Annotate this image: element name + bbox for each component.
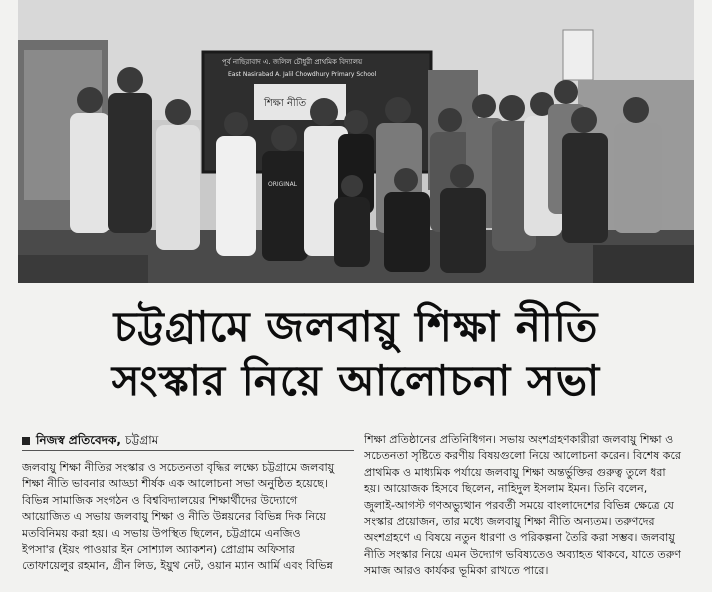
byline-location: চট্টগ্রাম [125, 433, 159, 447]
article-body-left-column [22, 460, 354, 575]
school-banner-english: East Nasirabad A. Jalil Chowdhury Primary School [228, 71, 377, 78]
byline [22, 432, 352, 452]
byline-square-icon [22, 437, 30, 445]
body-line: হয়। আয়োজক হিসবে ছিলেন, নাহিদুল ইসলাম ইমন। তিনি বলেন, [364, 482, 648, 496]
byline-divider [22, 450, 354, 451]
body-line: সচেতনতা সৃষ্টিতে করণীয় বিষয়গুলো নিয়ে আলোচনা করেন। বিশেষ করে [364, 449, 681, 463]
body-line: অংশগ্রহণে এ বিষয়ে নতুন ধারণা ও পরিকল্পনা তৈরি করা সম্ভব। জলবায়ু [364, 531, 675, 545]
body-line: তোফায়েলুর রহমান, গ্রীন লিড, ইয়ুথ নেট, ওয়ান ম্যান আর্মি এবং বিভিন্ন [22, 559, 333, 573]
body-line: আয়োজিত এ সভায় জলবায়ু শিক্ষা ও নীতি উন্নয়নের বিভিন্ন দিক নিয়ে [22, 510, 326, 524]
school-banner-bengali: পূর্ব নাছিরাবাদ এ. জলিল চৌধুরী প্রাথমিক বিদ্যালয় [222, 58, 363, 66]
body-line: জলবায়ু শিক্ষা নীতির সংস্কার ও সচেতনতা বৃদ্ধির লক্ষ্যে চট্টগ্রামে জলবায়ু [22, 461, 335, 474]
headline-line-1: চট্টগ্রামে জলবায়ু শিক্ষা নীতি [113, 302, 599, 351]
body-line: জুলাই-আগস্ট গণঅভ্যুত্থান পরবর্তী সময়ে বাংলাদেশের বিভিন্ন ক্ষেত্রে যে [364, 498, 674, 512]
news-photo [18, 0, 694, 283]
body-line: বিভিন্ন সামাজিক সংগঠন ও বিশ্ববিদ্যালয়ের শিক্ষার্থীদের উদ্যোগে [22, 493, 298, 507]
article-body-right-column [364, 432, 694, 580]
shirt-text: ORIGINAL [268, 181, 298, 188]
headline-line-2: সংস্কার নিয়ে আলোচনা সভা [111, 356, 601, 405]
headline [0, 300, 712, 408]
body-line: প্রাথমিক ও মাধ্যমিক পর্যায়ে জলবায়ু শিক্ষা অন্তর্ভুক্তির গুরুত্ব তুলে ধরা [364, 465, 666, 479]
group-photo-illustration [18, 0, 694, 283]
placard-text: শিক্ষা নীতি [264, 98, 307, 109]
body-line: সংস্কার প্রয়োজন, তার মধ্যে জলবায়ু শিক্ষা নীতি অন্যতম। তরুণদের [364, 515, 655, 529]
body-line: শিক্ষা প্রতিষ্ঠানের প্রতিনিধিগন। সভায় অংশগ্রহণকারীরা জলবায়ু শিক্ষা ও [364, 433, 674, 446]
body-line: সমাজ আরও কার্যকর ভূমিকা রাখতে পারে। [364, 564, 549, 578]
body-line: ইপসা'র (ইয়ং পাওয়ার ইন সোশ্যাল অ্যাকশন) প্রোগ্রাম অফিসার [22, 543, 295, 557]
body-line: মতবিনিময় করা হয়। এ সভায় উপস্থিত ছিলেন, চট্টগ্রামে এনজিও [22, 526, 301, 540]
body-line: নীতি সংস্কার নিয়ে এমন উদ্যোগ ভবিষ্যতেও অব্যাহত থাকবে, যাতে তরুণ [364, 547, 681, 561]
body-line: শিক্ষা নীতি ভাবনার আড্ডা শীর্ষক এক আলোচনা সভা অনুষ্ঠিত হয়েছে। [22, 477, 328, 491]
byline-reporter: নিজস্ব প্রতিবেদক, [36, 433, 121, 447]
